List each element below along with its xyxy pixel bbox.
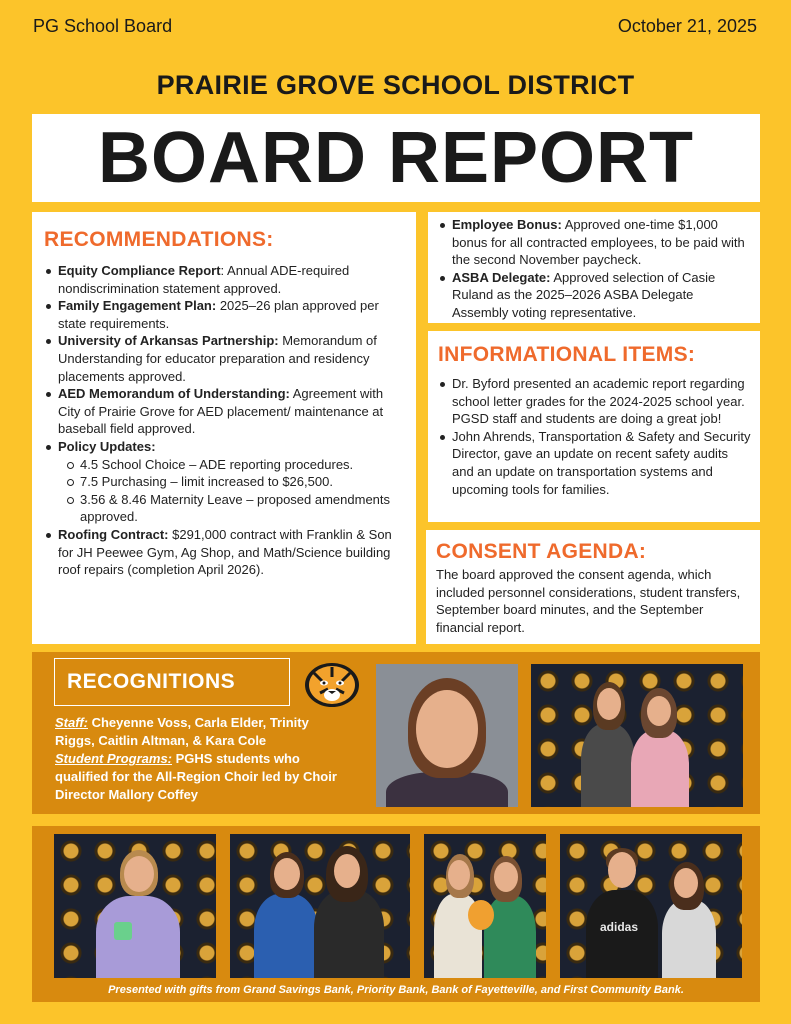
list-item: 3.56 & 8.46 Maternity Leave – proposed amendments approved.: [66, 491, 402, 526]
recognition-photo: [560, 834, 742, 978]
informational-panel: [428, 331, 760, 522]
list-item: 4.5 School Choice – ADE reporting procedures.: [66, 456, 402, 474]
board-actions-list: [438, 216, 752, 322]
recommendations-heading: RECOMMENDATIONS:: [44, 228, 274, 251]
list-item: Equity Compliance Report: Annual ADE-required nondiscrimination statement approved.: [44, 262, 402, 297]
board-actions-panel: [428, 212, 760, 323]
title-banner: [32, 114, 760, 202]
recognitions-heading: RECOGNITIONS: [67, 670, 236, 693]
list-item: Dr. Byford presented an academic report regarding school letter grades for the 2024-2025 school year. PGSD staff and students are doing a great job!: [438, 375, 752, 428]
recognition-photo: [230, 834, 410, 978]
informational-heading: INFORMATIONAL ITEMS:: [438, 343, 696, 366]
recognitions-label-box: [54, 658, 290, 706]
list-item: Policy Updates: 4.5 School Choice – ADE reporting procedures. 7.5 Purchasing – limit increased to $26,500. 3.56 & 8.46 Maternity Leave – proposed amendments approved.: [44, 438, 402, 526]
header-left: PG School Board: [33, 16, 173, 36]
district-name: PRAIRIE GROVE SCHOOL DISTRICT: [156, 70, 635, 100]
shirt-logo-text: adidas: [600, 920, 639, 934]
recommendations-list: [44, 262, 402, 579]
list-item: 7.5 Purchasing – limit increased to $26,500.: [66, 473, 402, 491]
policy-sublist: [66, 456, 402, 526]
list-item: AED Memorandum of Understanding: Agreement with City of Prairie Grove for AED placement/ maintenance at baseball field approved.: [44, 385, 402, 438]
student-programs-text: PGHS students who qualified for the All-Region Choir led by Choir Director Mallory Coffey: [55, 751, 337, 802]
consent-panel: [426, 530, 760, 644]
consent-text: The board approved the consent agenda, which included personnel considerations, student transfers, September board minutes, and the September financial report.: [436, 567, 741, 635]
portrait-photo: [376, 664, 518, 807]
staff-label: Staff:: [55, 715, 88, 730]
list-item: Family Engagement Plan: 2025–26 plan approved per state requirements.: [44, 297, 402, 332]
staff-names: Cheyenne Voss, Carla Elder, Trinity Riggs, Caitlin Altman, & Kara Cole: [55, 715, 309, 748]
student-programs-label: Student Programs:: [55, 751, 173, 766]
list-item: ASBA Delegate: Approved selection of Casie Ruland as the 2025–2026 ASBA Delegate Assembly voting representative.: [438, 269, 752, 322]
recognition-photo: [54, 834, 216, 978]
list-item: Roofing Contract: $291,000 contract with Franklin & Son for JH Peewee Gym, Ag Shop, and Math/Science building roof repairs (completion April 2026).: [44, 526, 402, 579]
informational-list: [438, 375, 752, 498]
list-item: Employee Bonus: Approved one-time $1,000 bonus for all contracted employees, to be paid with the second November paycheck.: [438, 216, 752, 269]
gift-sponsors-note: Presented with gifts from Grand Savings Bank, Priority Bank, Bank of Fayetteville, and First Community Bank.: [108, 984, 684, 996]
page-title: BOARD REPORT: [97, 118, 694, 198]
list-item: John Ahrends, Transportation & Safety and Security Director, gave an update on recent safety audits and an update on transportation systems and upcoming tools for families.: [438, 428, 752, 498]
recommendations-panel: [32, 212, 416, 644]
tiger-mascot-icon: [302, 659, 362, 709]
recognitions-text: [55, 714, 345, 804]
recognition-photo: [424, 834, 546, 978]
list-item: University of Arkansas Partnership: Memorandum of Understanding for educator preparation and residency placements approved.: [44, 332, 402, 385]
recognition-photo: [531, 664, 743, 807]
consent-heading: CONSENT AGENDA:: [436, 540, 647, 563]
header-date: October 21, 2025: [617, 16, 757, 36]
